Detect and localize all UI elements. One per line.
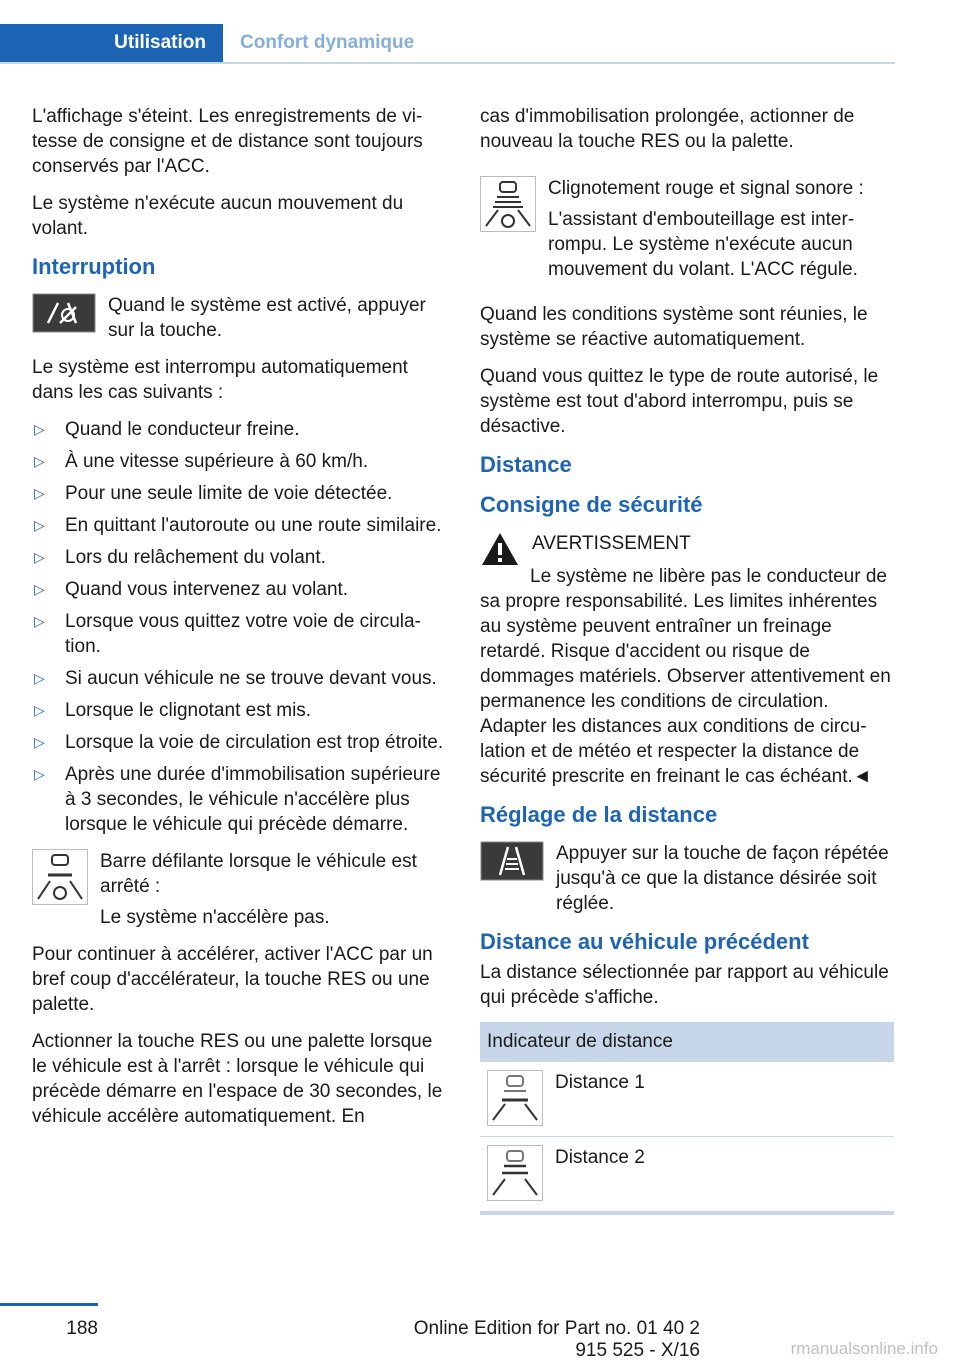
- triangle-bullet-icon: ▷: [34, 485, 45, 501]
- bar-block: [32, 849, 448, 930]
- list-item: ▷ À une vitesse supérieure à 60 km/h.: [34, 451, 369, 472]
- setting-text: Appuyer sur la touche de façon répétée jusqu'à ce que la distance désirée soit réglée.: [556, 843, 889, 914]
- list-item: ▷ Si aucun véhicule ne se trouve devant vous.: [34, 668, 437, 689]
- heading-interruption: Interruption: [32, 254, 156, 279]
- paragraph: La distance sélectionnée par rapport au véhicule qui précède s'affiche.: [480, 962, 889, 1008]
- paragraph: Le système n'exécute aucun mouvement du volant.: [32, 193, 404, 239]
- interruption-list: [32, 417, 448, 837]
- heading-distance: Distance: [480, 452, 572, 477]
- heading-previous-vehicle: Distance au véhicule précédent: [480, 929, 809, 954]
- list-item: ▷ Après une durée d'immobilisation supérieure à 3 secondes, le véhicule n'accélère plus lorsque le véhicule qui précède démarre.: [34, 764, 441, 835]
- list-item: ▷ En quittant l'autoroute ou une route similaire.: [34, 515, 442, 536]
- paragraph: Actionner la touche RES ou une palette lorsque le véhicule est à l'arrêt : lorsque le véhicule qui précède démarre en l'espace de 30 secondes, le véhicule accélère automatiquement. En: [32, 1031, 443, 1127]
- paragraph: cas d'immobilisation prolongée, actionner de nouveau la touche RES ou la palette.: [480, 106, 855, 152]
- right-column: [480, 104, 894, 1215]
- triangle-bullet-icon: ▷: [34, 453, 45, 469]
- paragraph: Quand les conditions système sont réunies, le système se réactive automatiquement.: [480, 304, 868, 350]
- footer-accent-line: [0, 1303, 98, 1306]
- tab-confort-dynamique[interactable]: Confort dynamique: [240, 32, 415, 53]
- online-edition-text: Online Edition for Part no. 01 40 2 915 525 - X/16: [413, 1318, 700, 1361]
- list-item: ▷ Lorsque le clignotant est mis.: [34, 700, 312, 721]
- list-item: ▷ Lorsque la voie de circulation est trop étroite.: [34, 732, 444, 753]
- bar-text: Barre défilante lorsque le véhicule est arrêté : Le système n'accélère pas.: [100, 851, 417, 928]
- triangle-bullet-icon: ▷: [34, 702, 45, 718]
- tab-utilisation[interactable]: Utilisation: [0, 24, 223, 62]
- warning-block: [480, 531, 894, 567]
- lane-assist-indicator-icon: [32, 849, 88, 905]
- left-column: [32, 104, 448, 1141]
- warning-triangle-icon: [480, 531, 520, 567]
- list-item: ▷ Pour une seule limite de voie détectée.: [34, 483, 393, 504]
- triangle-bullet-icon: ▷: [34, 734, 45, 750]
- interrupt-text: Quand le système est activé, appuyer sur la touche.: [108, 295, 426, 341]
- triangle-bullet-icon: ▷: [34, 670, 45, 686]
- list-item: ▷ Lors du relâchement du volant.: [34, 547, 326, 568]
- triangle-bullet-icon: ▷: [34, 517, 45, 533]
- acc-interrupt-button-icon: [32, 293, 96, 333]
- table-header: Indicateur de distance: [480, 1022, 894, 1062]
- paragraph: Quand vous quittez le type de route autorisé, le système est tout d'abord interrompu, puis se désactive.: [480, 366, 879, 437]
- interrupt-block: [32, 293, 448, 343]
- blink-text: Clignotement rouge et signal sonore : L'assistant d'embouteillage est interrompu. Le système n'exécute aucun mouvement du volant. L'ACC régule.: [548, 178, 864, 280]
- watermark: rmanualsonline.info: [790, 1339, 938, 1358]
- heading-safety: Consigne de sécurité: [480, 492, 703, 517]
- page-number: 188: [66, 1318, 98, 1339]
- warning-title: AVERTISSEMENT: [532, 533, 691, 554]
- paragraph: Le système est interrompu automatiquement dans les cas suivants :: [32, 357, 408, 403]
- paragraph: Pour continuer à accélérer, activer l'ACC par un bref coup d'accélérateur, la touche RES ou une palette.: [32, 944, 433, 1015]
- list-item: ▷ Lorsque vous quittez votre voie de circulation.: [34, 611, 421, 657]
- distance-1-icon: [487, 1070, 543, 1126]
- traffic-jam-assistant-icon: [480, 176, 536, 232]
- table-cell: Distance 2: [555, 1147, 645, 1168]
- setting-block: [480, 841, 894, 916]
- paragraph: L'affichage s'éteint. Les enregistrements de vitesse de consigne et de distance sont toujours conservés par l'ACC.: [32, 106, 423, 177]
- list-item: ▷ Quand le conducteur freine.: [34, 419, 300, 440]
- distance-button-icon: [480, 841, 544, 881]
- table-row: [480, 1137, 894, 1215]
- distance-2-icon: [487, 1145, 543, 1201]
- triangle-bullet-icon: ▷: [34, 581, 45, 597]
- heading-setting: Réglage de la distance: [480, 802, 718, 827]
- triangle-bullet-icon: ▷: [34, 613, 45, 629]
- table-cell: Distance 1: [555, 1072, 645, 1093]
- warning-text: Le système ne libère pas le conducteur de sa propre responsabilité. Les limites inhérentes au système peuvent entraîner un freinage retardé. Risque d'accident ou risque de dommages matériels. Observer attentivement en permanence les conditions de circulation. Adapter les distances aux conditions de circulation et de météo et respecter la distance de sécurité prescrite en freinant le cas échéant.◄: [480, 566, 891, 787]
- blink-block: [480, 176, 894, 282]
- triangle-bullet-icon: ▷: [34, 549, 45, 565]
- triangle-bullet-icon: ▷: [34, 766, 45, 782]
- triangle-bullet-icon: ▷: [34, 421, 45, 437]
- page-header: [0, 24, 895, 64]
- list-item: ▷ Quand vous intervenez au volant.: [34, 579, 349, 600]
- table-row: [480, 1062, 894, 1137]
